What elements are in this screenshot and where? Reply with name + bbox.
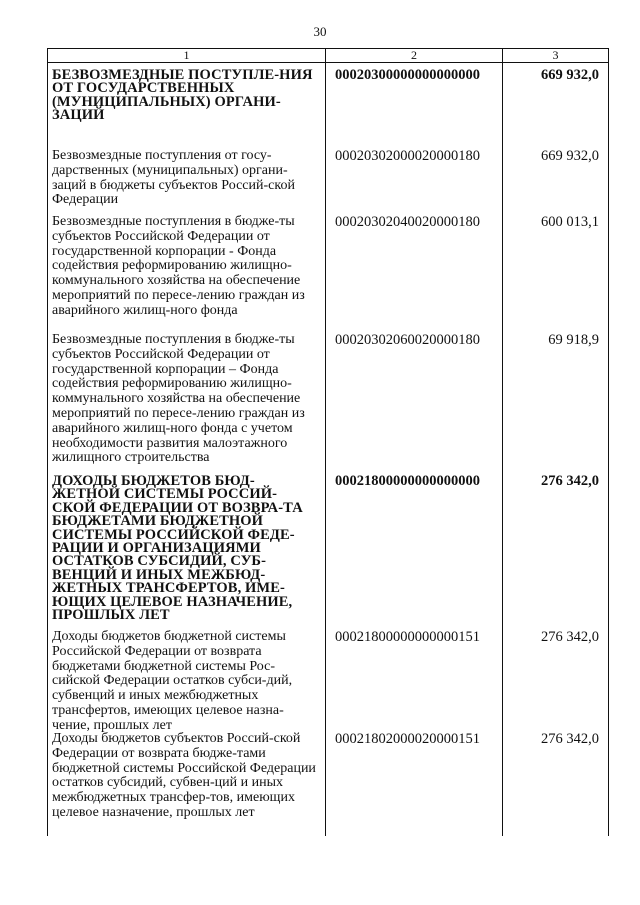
row-name: Доходы бюджетов субъектов Россий-ской Федерации от возврата бюдже-тами бюджетной системы Российской Федерации остатков субсидий, субвен-ций и иных межбюджетных трансфер-тов, имеющих целевое назначение, прошлых лет — [52, 731, 316, 820]
column-header-2: 2 — [325, 49, 502, 62]
row-name: ДОХОДЫ БЮДЖЕТОВ БЮД-ЖЕТНОЙ СИСТЕМЫ РОССИЙ-СКОЙ ФЕДЕРАЦИИ ОТ ВОЗВРА-ТА БЮДЖЕТАМИ БЮДЖЕТНОЙ СИСТЕМЫ РОССИЙСКОЙ ФЕДЕ-РАЦИИ И ОРГАНИЗАЦИЯМИ ОСТАТКОВ СУБСИДИЙ, СУБ-ВЕНЦИЙ И ИНЫХ МЕЖБЮД-ЖЕТНЫХ ТРАНСФЕРТОВ, ИМЕ-ЮЩИХ ЦЕЛЕВОЕ НАЗНАЧЕНИЕ, ПРОШЛЫХ ЛЕТ — [52, 473, 303, 624]
row-name: Безвозмездные поступления в бюдже-ты субъектов Российской Федерации от государственной корпорации - Фонда содействия реформированию жилищно-коммунального хозяйства на обеспечение мероприятий по пересе-лению граждан из аварийного жилищ-ного фонда — [52, 214, 305, 318]
row-name: Доходы бюджетов бюджетной системы Российской Федерации от возврата бюджетами бюджетной системы Рос-сийской Федерации остатков субси-дий, субвенций и иных межбюджетных трансфертов, имеющих целевое назна-чение, прошлых лет — [52, 629, 293, 733]
row-amount: 600 013,1 — [541, 214, 599, 230]
row-code: 00020300000000000000 — [335, 67, 480, 83]
table-row — [47, 630, 609, 732]
page-number: 30 — [313, 24, 327, 39]
table-body — [47, 63, 609, 842]
row-amount: 69 918,9 — [548, 332, 599, 348]
row-amount: 276 342,0 — [541, 731, 599, 747]
row-code: 00020302060020000180 — [335, 332, 480, 348]
row-amount: 669 932,0 — [541, 67, 599, 83]
table-row — [47, 149, 609, 215]
table-row — [47, 475, 609, 630]
row-amount: 276 342,0 — [541, 629, 599, 645]
row-code: 00021800000000000000 — [335, 473, 480, 489]
table-row — [47, 63, 609, 149]
row-name: Безвозмездные поступления в бюдже-ты субъектов Российской Федерации от государственной корпорации – Фонда содействия реформированию жилищно-коммунального хозяйства на обеспечение мероприятий по пересе-лению граждан из аварийного жилищ-ного фонда с учетом необходимости развития малоэтажного жилищного строительства — [52, 332, 305, 466]
row-code: 00020302000020000180 — [335, 148, 480, 164]
table-row — [47, 732, 609, 842]
column-header-1: 1 — [47, 49, 325, 62]
row-name: Безвозмездные поступления от госу-дарственных (муниципальных) органи-заций в бюджеты субъектов Россий-ской Федерации — [52, 148, 295, 208]
row-amount: 276 342,0 — [541, 473, 599, 489]
revenue-table — [47, 48, 609, 842]
row-amount: 669 932,0 — [541, 148, 599, 164]
table-row — [47, 333, 609, 475]
row-name: БЕЗВОЗМЕЗДНЫЕ ПОСТУПЛЕ-НИЯ ОТ ГОСУДАРСТВЕННЫХ (МУНИЦИПАЛЬНЫХ) ОРГАНИ-ЗАЦИЙ — [52, 67, 313, 124]
table-header — [47, 48, 609, 63]
row-code: 00021802000020000151 — [335, 731, 480, 747]
row-code: 00020302040020000180 — [335, 214, 480, 230]
row-code: 00021800000000000151 — [335, 629, 480, 645]
column-header-3: 3 — [502, 49, 609, 62]
table-row — [47, 215, 609, 333]
